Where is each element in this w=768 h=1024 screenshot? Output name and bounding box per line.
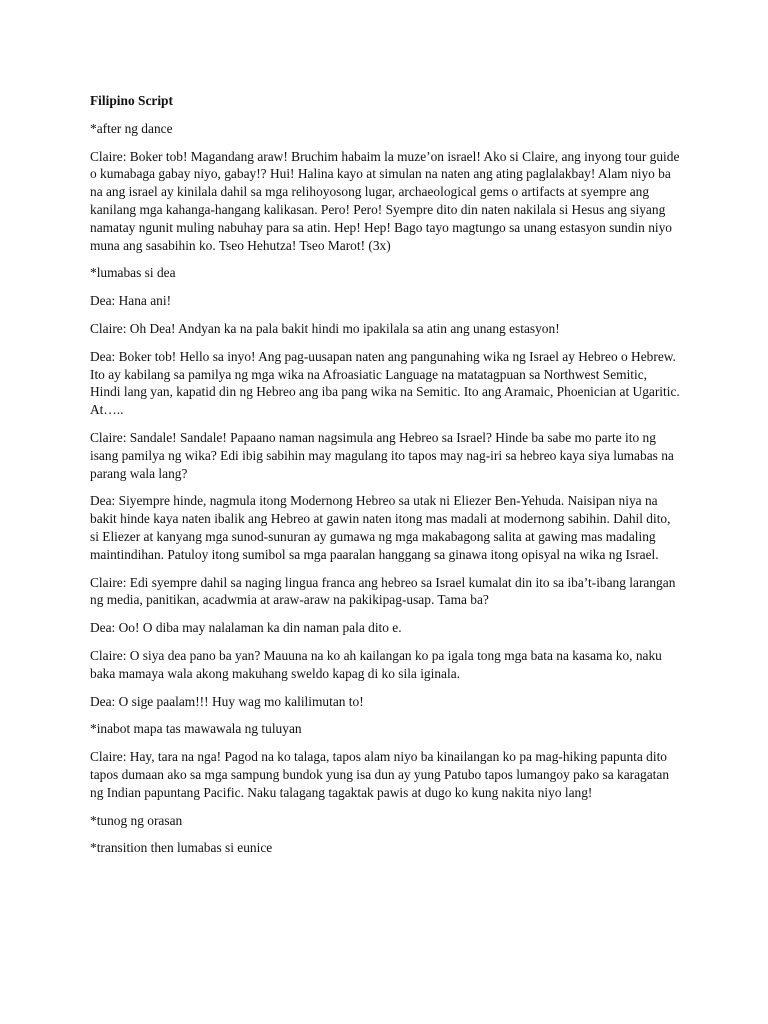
paragraph-stage-direction: *tunog ng orasan	[90, 812, 183, 828]
paragraph-dialogue: Dea: Siyempre hinde, nagmula itong Modernong Hebreo sa utak ni Eliezer Ben-Yehuda. Naisipan niya na bakit hinde kaya naten ibalik ang Hebreo at gawin naten itong mas madali at modernong sabihin. Dahil dito, si Eliezer at kanyang mga sunod-sunuran ay gumawa ng mga makabagong salita at gawing mas madaling maintindihan. Patuloy itong sumibol sa mga paaralan hanggang sa ginawa itong opisyal na wika ng Israel.	[90, 493, 671, 562]
paragraph-dialogue: Claire: O siya dea pano ba yan? Mauuna na ko ah kailangan ko pa igala tong mga bata na kasama ko, naku baka mamaya wala akong makuhang sweldo kapag di ko sila iginala.	[90, 647, 662, 681]
document-page	[90, 92, 680, 867]
paragraph-dialogue: Dea: Hana ani!	[90, 293, 172, 309]
paragraph-stage-direction: *transition then lumabas si eunice	[90, 840, 273, 856]
paragraph-dialogue: Claire: Boker tob! Magandang araw! Bruchim habaim la muze’on israel! Ako si Claire, ang inyong tour guide o kumabaga gabay niyo, gabay!? Hui! Halina kayo at simulan na naten ang ating paglalakbay! Alam niyo ba na ang israel ay kinilala dahil sa mga relihoyosong lugar, archaeological gems o artifacts at syempre ang kanilang mga kahanga-hangang kalikasan. Pero! Pero! Syempre dito din naten nakilala si Hesus ang siyang namatay ngunit muling nabuhay para sa atin. Hep! Hep! Bago tayo magtungo sa unang estasyon sundin niyo muna ang sasabihin ko. Tseo Hehutza! Tseo Marot! (3x)	[90, 148, 680, 253]
paragraph-stage-direction: *after ng dance	[90, 120, 173, 136]
document-title: Filipino Script	[90, 93, 173, 108]
paragraph-stage-direction: *lumabas si dea	[90, 265, 176, 281]
paragraph-dialogue: Claire: Edi syempre dahil sa naging lingua franca ang hebreo sa Israel kumalat din ito sa iba’t-ibang larangan ng media, panitikan, acadwmia at araw-araw na pakikipag-usap. Tama ba?	[90, 574, 676, 608]
paragraph-stage-direction: *inabot mapa tas mawawala ng tuluyan	[90, 721, 302, 737]
paragraph-dialogue: Dea: O sige paalam!!! Huy wag mo kalilimutan to!	[90, 693, 364, 709]
paragraph-dialogue: Claire: Oh Dea! Andyan ka na pala bakit hindi mo ipakilala sa atin ang unang estasyon!	[90, 320, 560, 336]
paragraph-dialogue: Dea: Boker tob! Hello sa inyo! Ang pag-uusapan naten ang pangunahing wika ng Israel ay Hebreo o Hebrew. Ito ay kabilang sa pamilya ng mga wika na Afroasiatic Language na matatagpuan sa Northwest Semitic, Hindi lang yan, kapatid din ng Hebreo ang iba pang wika na Semitic. Ito ang Aramaic, Phoenician at Ugaritic. At…..	[90, 348, 680, 418]
paragraph-dialogue: Claire: Hay, tara na nga! Pagod na ko talaga, tapos alam niyo ba kinailangan ko pa mag-hiking papunta dito tapos dumaan ako sa mga sampung bundok yung isa dun ay yung Patubo tapos lumangoy pako sa karagatan ng Indian papuntang Pacific. Naku talagang tagaktak pawis at dugo ko kung nakita niyo lang!	[90, 749, 670, 800]
paragraph-dialogue: Dea: Oo! O diba may nalalaman ka din naman pala dito e.	[90, 620, 402, 636]
paragraph-dialogue: Claire: Sandale! Sandale! Papaano naman nagsimula ang Hebreo sa Israel? Hinde ba sabe mo parte ito ng isang pamilya ng wika? Edi ibig sabihin may magulang ito tapos may nag-iri sa hebreo kaya siya lumabas na parang wala lang?	[90, 429, 674, 481]
